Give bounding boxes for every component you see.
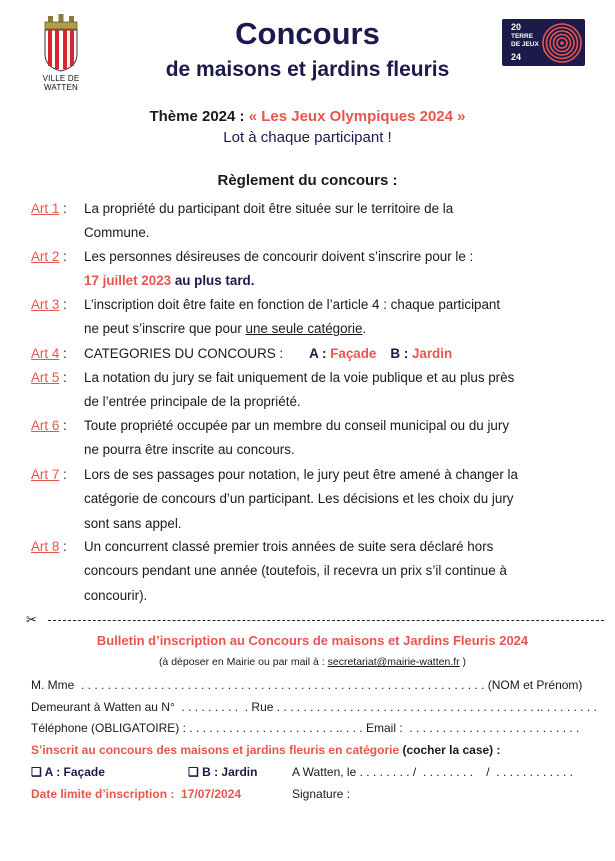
option-facade-checkbox[interactable]: ❑ A : Façade bbox=[31, 765, 105, 779]
dashed-divider bbox=[48, 620, 604, 621]
page-subtitle: de maisons et jardins fleuris bbox=[165, 58, 450, 81]
article-label: Art 4 bbox=[31, 346, 60, 361]
deadline-label: Date limite d’inscription : 17/07/2024 bbox=[31, 787, 242, 801]
article-label: Art 5 bbox=[31, 370, 60, 385]
email-link[interactable]: secretariat@mairie-watten.fr bbox=[327, 656, 460, 668]
article-label: Art 2 bbox=[31, 249, 60, 264]
theme-line bbox=[0, 108, 615, 125]
article-label: Art 6 bbox=[31, 418, 60, 433]
article-line: La notation du jury se fait uniquement de la voie publique et au plus près bbox=[84, 370, 515, 385]
article-line: ne peut s’inscrire que pour bbox=[84, 321, 246, 337]
article-6: Art 6 : Toute propriété occupée par un membre du conseil municipal ou du jury ne pourra être inscrite au concours. bbox=[31, 414, 601, 463]
bulletin-title: Bulletin d’inscription au Concours de maisons et Jardins Fleuris 2024 bbox=[96, 633, 529, 648]
single-category-text: une seule catégorie bbox=[245, 321, 363, 337]
bulletin-subtitle: (à déposer en Mairie ou par mail à : secretariat@mairie-watten.fr ) bbox=[158, 656, 467, 668]
logo-year-top: 20 bbox=[511, 22, 522, 32]
article-label: Art 3 bbox=[31, 297, 60, 312]
categories-label: CATEGORIES DU CONCOURS : bbox=[84, 346, 284, 361]
article-line: Lors de ses passages pour notation, le jury peut être amené à changer la bbox=[84, 467, 518, 482]
article-line: L’inscription doit être faite en fonction de l’article 4 : chaque participant bbox=[84, 297, 501, 312]
article-line: concours pendant une année (toutefois, il recevra un prix s’il continue à bbox=[84, 563, 507, 579]
article-1: Art 1 : La propriété du participant doit être située sur le territoire de la Commune. bbox=[31, 197, 601, 246]
lot-line: Lot à chaque participant ! bbox=[223, 129, 392, 146]
signature-field[interactable]: Signature : bbox=[292, 787, 351, 801]
concentric-rings-icon bbox=[541, 22, 583, 64]
cut-line bbox=[26, 612, 606, 628]
article-line: Les personnes désireuses de concourir doivent s’inscrire pour le : bbox=[84, 249, 474, 264]
article-2: Art 2 : Les personnes désireuses de concourir doivent s’inscrire pour le : 17 juillet 2023 au plus tard. bbox=[31, 245, 601, 294]
article-label: Art 8 bbox=[31, 539, 60, 554]
article-7: Art 7 : Lors de ses passages pour notation, le jury peut être amené à changer la catégorie de concours d’un participant. Les décisions et les choix du jury sont sans appel. bbox=[31, 463, 601, 536]
article-line: sont sans appel. bbox=[84, 515, 182, 531]
article-label: Art 7 bbox=[31, 467, 60, 482]
address-field[interactable]: Demeurant à Watten au N° . . . . . . . . . . Rue . . . . . . . . . . . . . . . . . . . . . . . . . . . . . . . . . . . . . . . .. . . . . . . . . bbox=[31, 700, 597, 714]
page-title: Concours bbox=[235, 16, 380, 51]
article-line: La propriété du participant doit être située sur le territoire de la bbox=[84, 201, 454, 216]
category-prompt: S’inscrit au concours des maisons et jardins fleuris en catégorie (cocher la case) : bbox=[31, 743, 501, 757]
town-label: VILLE DE WATTEN bbox=[42, 74, 80, 92]
phone-email-field[interactable]: Téléphone (OBLIGATOIRE) : . . . . . . . . . . . . . . . . . . . . . . .. . . . Email : . . . . . . . . . . . . . . . . . . . . . . . . . . bbox=[31, 721, 580, 735]
article-line: concourir). bbox=[84, 587, 148, 603]
article-line: Commune. bbox=[84, 225, 150, 241]
article-line: ne pourra être inscrite au concours. bbox=[84, 442, 295, 458]
article-line: Un concurrent classé premier trois années de suite sera déclaré hors bbox=[84, 539, 494, 554]
article-line: catégorie de concours d’un participant. Les décisions et les choix du jury bbox=[84, 491, 514, 507]
place-date-field[interactable]: A Watten, le . . . . . . . . / . . . . . . . . / . . . . . . . . . . . . bbox=[292, 765, 573, 779]
theme-value: « Les Jeux Olympiques 2024 » bbox=[248, 108, 466, 125]
article-label: Art 1 bbox=[31, 201, 60, 216]
category-b: Jardin bbox=[411, 346, 453, 361]
category-a: Façade bbox=[330, 346, 377, 361]
option-jardin-checkbox[interactable]: ❑ B : Jardin bbox=[188, 765, 258, 779]
deadline-date: 17 juillet 2023 bbox=[84, 273, 172, 289]
terre-de-jeux-logo bbox=[502, 19, 585, 66]
logo-year-bottom: 24 bbox=[511, 52, 522, 62]
article-4: Art 4 : CATEGORIES DU CONCOURS : A : Façade B : Jardin bbox=[31, 346, 453, 361]
article-5: Art 5 : La notation du jury se fait uniquement de la voie publique et au plus près de l’entrée principale de la propriété. bbox=[31, 366, 601, 415]
reglement-title: Règlement du concours : bbox=[217, 172, 398, 189]
article-line: Toute propriété occupée par un membre du conseil municipal ou du jury bbox=[84, 418, 510, 433]
theme-prefix: Thème 2024 : bbox=[149, 108, 249, 125]
scissors-icon: ✂ bbox=[26, 612, 37, 627]
article-8: Art 8 : Un concurrent classé premier trois années de suite sera déclaré hors concours pendant une année (toutefois, il recevra un prix s’il continue à concourir). bbox=[31, 535, 601, 608]
logo-name: TERRE DE JEUX bbox=[511, 33, 539, 48]
name-field[interactable]: M. Mme . . . . . . . . . . . . . . . . . . . . . . . . . . . . . . . . . . . . . . . . . . . . . . . . . . . . . . . . . . . . . (NOM et Prénom) bbox=[31, 678, 583, 692]
article-3: Art 3 : L’inscription doit être faite en fonction de l’article 4 : chaque participant ne peut s’inscrire que pour une seule catégorie. bbox=[31, 293, 601, 342]
deadline-suffix: au plus tard. bbox=[171, 273, 255, 289]
article-line: de l’entrée principale de la propriété. bbox=[84, 394, 301, 410]
